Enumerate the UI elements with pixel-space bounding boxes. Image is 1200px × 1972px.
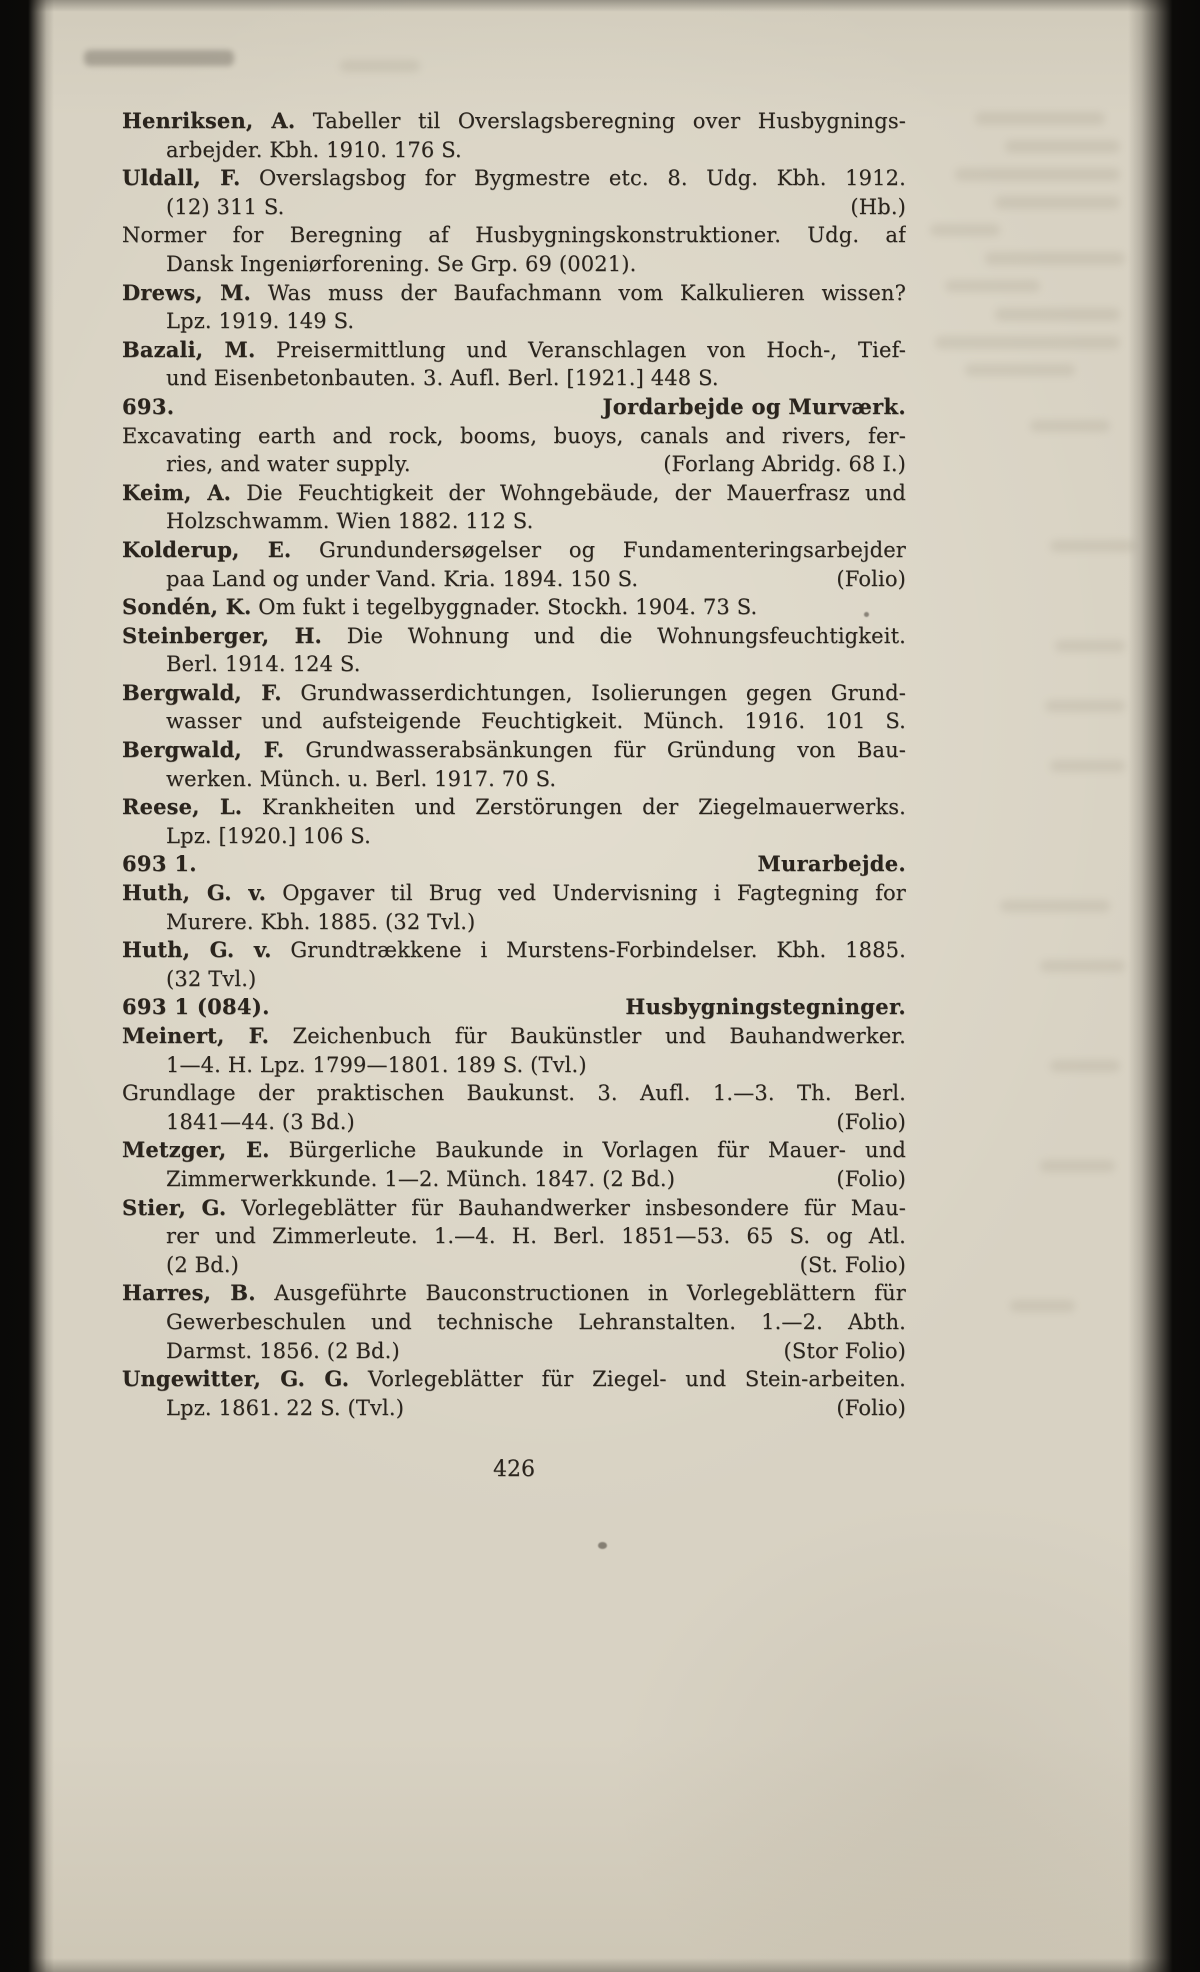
entry-line — [122, 479, 906, 508]
entry-line — [122, 1279, 906, 1308]
entry-text: Lpz. [1920.] 106 S. — [166, 823, 371, 848]
entry-author: Sondén, K. — [122, 594, 252, 620]
entry-author: Keim, A. — [122, 479, 232, 505]
entry-right-note: (Folio) — [836, 566, 906, 591]
bleed-through-artifact — [985, 252, 1125, 265]
entry-text: paa Land og under Vand. Kria. 1894. 150 S. — [166, 566, 639, 591]
bleed-through-artifact — [995, 196, 1120, 209]
entry-line — [122, 936, 906, 965]
bleed-through-artifact — [340, 60, 420, 72]
entry-text: Darmst. 1856. (2 Bd.) — [166, 1338, 400, 1363]
entry-text: 1—4. H. Lpz. 1799—1801. 189 S. (Tvl.) — [166, 1052, 587, 1077]
entry-author: Drews, M. — [122, 279, 251, 305]
entry-text: Metzger, E. Bürgerliche Baukunde in Vorlagen für Mauer- und — [122, 1137, 906, 1163]
entry-text: Zimmerwerkkunde. 1—2. Münch. 1847. (2 Bd.) — [166, 1166, 676, 1191]
entry-text: Bergwald, F. Grundwasserabsänkungen für Gründung von Bau- — [122, 737, 906, 763]
entry-right-note: (St. Folio) — [799, 1252, 906, 1277]
entry-line — [122, 679, 906, 708]
entry-line — [122, 507, 906, 536]
entry-line — [122, 164, 906, 193]
entry-line — [122, 1136, 906, 1165]
entry-text: (2 Bd.) — [166, 1252, 240, 1277]
entry-author: Bergwald, F. — [122, 679, 282, 705]
entry-line — [122, 1194, 906, 1223]
entry-line — [122, 1079, 906, 1108]
entry-text: Lpz. 1861. 22 S. (Tvl.) — [166, 1395, 405, 1420]
entry-text: Henriksen, A. Tabeller til Overslagsberegning over Husbygnings- — [122, 108, 906, 133]
entry-line — [122, 965, 906, 994]
bleed-through-artifact — [975, 112, 1105, 125]
entry-text: Drews, M. Was muss der Baufachmann vom Kalkulieren wissen? — [122, 279, 906, 305]
entry-text: Steinberger, H. Die Wohnung und die Wohnungsfeuchtigkeit. — [122, 622, 906, 648]
entry-text: arbejder. Kbh. 1910. 176 S. — [166, 137, 462, 162]
section-number: 693 1. — [122, 851, 197, 877]
entry-text: (32 Tvl.) — [166, 966, 257, 991]
entry-right-note: (Folio) — [836, 1166, 906, 1191]
entry-line — [122, 650, 906, 679]
bleed-through-artifact — [1050, 540, 1135, 552]
entry-text: Sondén, K. Om fukt i tegelbyggnader. Stockh. 1904. 73 S. — [122, 594, 758, 620]
entry-text: Normer for Beregning af Husbygningskonstruktioner. Udg. af — [122, 223, 906, 248]
bleed-through-artifact — [1040, 960, 1125, 972]
entry-line — [122, 879, 906, 908]
entry-line — [122, 1165, 906, 1194]
entry-line — [122, 336, 906, 365]
bleed-through-artifact — [1045, 700, 1125, 712]
entry-author: Reese, L. — [122, 794, 243, 820]
entry-author: Stier, G. — [122, 1194, 227, 1220]
bleed-through-artifact — [995, 308, 1120, 321]
entry-text: werken. Münch. u. Berl. 1917. 70 S. — [166, 766, 557, 791]
entry-author: Meinert, F. — [122, 1023, 270, 1048]
entry-text: Stier, G. Vorlegeblätter für Bauhandwerker insbesondere für Mau- — [122, 1194, 906, 1220]
entry-text: Huth, G. v. Opgaver til Brug ved Undervisning i Fagtegning for — [122, 880, 906, 906]
scan-edge-bottom — [0, 1958, 1200, 1972]
bleed-through-artifact — [930, 224, 1000, 236]
entry-line — [122, 250, 906, 279]
entry-line — [122, 450, 906, 479]
entry-text: Dansk Ingeniørforening. Se Grp. 69 (0021). — [166, 251, 637, 276]
entry-line — [122, 107, 906, 136]
entry-line — [122, 1051, 906, 1080]
entry-text: Gewerbeschulen und technische Lehranstalten. 1.—2. Abth. — [166, 1309, 906, 1334]
entry-author: Harres, B. — [122, 1280, 256, 1306]
entry-line — [122, 1394, 906, 1423]
entry-line — [122, 765, 906, 794]
entry-text: Kolderup, E. Grundundersøgelser og Fundamenteringsarbejder — [122, 536, 906, 562]
entry-text: Holzschwamm. Wien 1882. 112 S. — [166, 509, 534, 534]
entry-line — [122, 593, 906, 622]
scan-edge-right — [1128, 0, 1200, 1972]
entry-text: Bazali, M. Preisermittlung und Veranschlagen von Hoch-, Tief- — [122, 336, 906, 362]
scan-edge-top — [0, 0, 1200, 12]
entry-line — [122, 793, 906, 822]
text-block — [122, 107, 906, 1422]
entry-text: Murere. Kbh. 1885. (32 Tvl.) — [166, 909, 476, 934]
entry-text: 1841—44. (3 Bd.) — [166, 1109, 355, 1134]
entry-author: Uldall, F. — [122, 165, 241, 191]
entry-line — [122, 1022, 906, 1051]
entry-author: Metzger, E. — [122, 1137, 270, 1163]
entry-line — [122, 1337, 906, 1366]
entry-text: Excavating earth and rock, booms, buoys, canals and rivers, fer- — [122, 423, 906, 448]
entry-line — [122, 622, 906, 651]
entry-right-note: (Stor Folio) — [783, 1338, 906, 1363]
bleed-through-artifact — [1050, 760, 1125, 772]
entry-author: Kolderup, E. — [122, 536, 292, 562]
section-heading-line — [122, 993, 906, 1022]
entry-line — [122, 1108, 906, 1137]
entry-text: Ungewitter, G. G. Vorlegeblätter für Ziegel- und Stein-arbeiten. — [122, 1366, 906, 1392]
entry-line — [122, 822, 906, 851]
entry-author: Bazali, M. — [122, 336, 256, 362]
entry-line — [122, 736, 906, 765]
entry-text: Huth, G. v. Grundtrækkene i Murstens-Forbindelser. Kbh. 1885. — [122, 937, 906, 963]
entry-text: Harres, B. Ausgeführte Bauconstructionen in Vorlegeblättern für — [122, 1280, 906, 1306]
entry-line — [122, 565, 906, 594]
entry-text — [122, 850, 743, 879]
entry-line — [122, 1222, 906, 1251]
entry-line — [122, 364, 906, 393]
bleed-through-artifact — [965, 364, 1075, 376]
entry-line — [122, 193, 906, 222]
bleed-through-artifact — [1005, 140, 1120, 153]
entry-line — [122, 136, 906, 165]
entry-author: Huth, G. v. — [122, 937, 272, 963]
entry-text: (12) 311 S. — [166, 194, 285, 219]
bleed-through-artifact — [1030, 420, 1110, 432]
bleed-through-artifact — [935, 336, 1120, 349]
entry-text: Uldall, F. Overslagsbog for Bygmestre etc. 8. Udg. Kbh. 1912. — [122, 165, 906, 191]
page-number: 426 — [493, 1457, 535, 1482]
entry-author: Bergwald, F. — [122, 737, 285, 763]
entry-right-note: (Folio) — [836, 1395, 906, 1420]
entry-line — [122, 1251, 906, 1280]
entry-line — [122, 536, 906, 565]
entry-author: Steinberger, H. — [122, 622, 323, 648]
entry-text: und Eisenbetonbauten. 3. Aufl. Berl. [1921.] 448 S. — [166, 366, 719, 391]
entry-text — [122, 993, 611, 1022]
section-title: Jordarbejde og Murværk. — [602, 393, 906, 419]
entry-text: Reese, L. Krankheiten und Zerstörungen der Ziegelmauerwerks. — [122, 794, 906, 820]
section-number: 693 1 (084). — [122, 994, 270, 1020]
entry-text: Lpz. 1919. 149 S. — [166, 309, 355, 334]
entry-text: rer und Zimmerleute. 1.—4. H. Berl. 1851—53. 65 S. og Atl. — [166, 1224, 906, 1249]
entry-right-note: (Forlang Abridg. 68 I.) — [663, 452, 906, 477]
entry-author: Henriksen, A. — [122, 108, 296, 133]
entry-text: wasser und aufsteigende Feuchtigkeit. Münch. 1916. 101 S. — [166, 709, 906, 734]
bleed-through-artifact — [1000, 900, 1110, 912]
entry-author: Ungewitter, G. G. — [122, 1366, 350, 1392]
entry-line — [122, 279, 906, 308]
entry-line — [122, 908, 906, 937]
section-number: 693. — [122, 393, 175, 419]
entry-text: Keim, A. Die Feuchtigkeit der Wohngebäude, der Mauerfrasz und — [122, 479, 906, 505]
scan-edge-left — [0, 0, 54, 1972]
section-heading-line — [122, 393, 906, 422]
entry-line — [122, 1308, 906, 1337]
section-title: Murarbejde. — [757, 851, 906, 877]
entry-right-note: (Folio) — [836, 1109, 906, 1134]
section-heading-line — [122, 850, 906, 879]
entry-author: Huth, G. v. — [122, 880, 267, 906]
ink-speck — [598, 1542, 607, 1549]
entry-right-note: (Hb.) — [850, 194, 906, 219]
entry-line — [122, 221, 906, 250]
entry-text: Berl. 1914. 124 S. — [166, 652, 361, 677]
entry-text: Meinert, F. Zeichenbuch für Baukünstler und Bauhandwerker. — [122, 1023, 906, 1048]
bleed-through-artifact — [84, 50, 234, 66]
section-title: Husbygningstegninger. — [625, 994, 906, 1020]
entry-line — [122, 422, 906, 451]
entry-text: ries, and water supply. — [166, 452, 411, 477]
entry-text — [122, 393, 589, 422]
entry-text: Grundlage der praktischen Baukunst. 3. Aufl. 1.—3. Th. Berl. — [122, 1081, 906, 1106]
bleed-through-artifact — [1010, 1300, 1075, 1312]
entry-line — [122, 707, 906, 736]
bleed-through-artifact — [1050, 1060, 1120, 1072]
bleed-through-artifact — [1040, 1160, 1115, 1172]
bleed-through-artifact — [955, 168, 1120, 181]
entry-line — [122, 307, 906, 336]
entry-line — [122, 1365, 906, 1394]
bleed-through-artifact — [945, 280, 1040, 292]
entry-text: Bergwald, F. Grundwasserdichtungen, Isolierungen gegen Grund- — [122, 679, 906, 705]
bleed-through-artifact — [1055, 640, 1125, 652]
